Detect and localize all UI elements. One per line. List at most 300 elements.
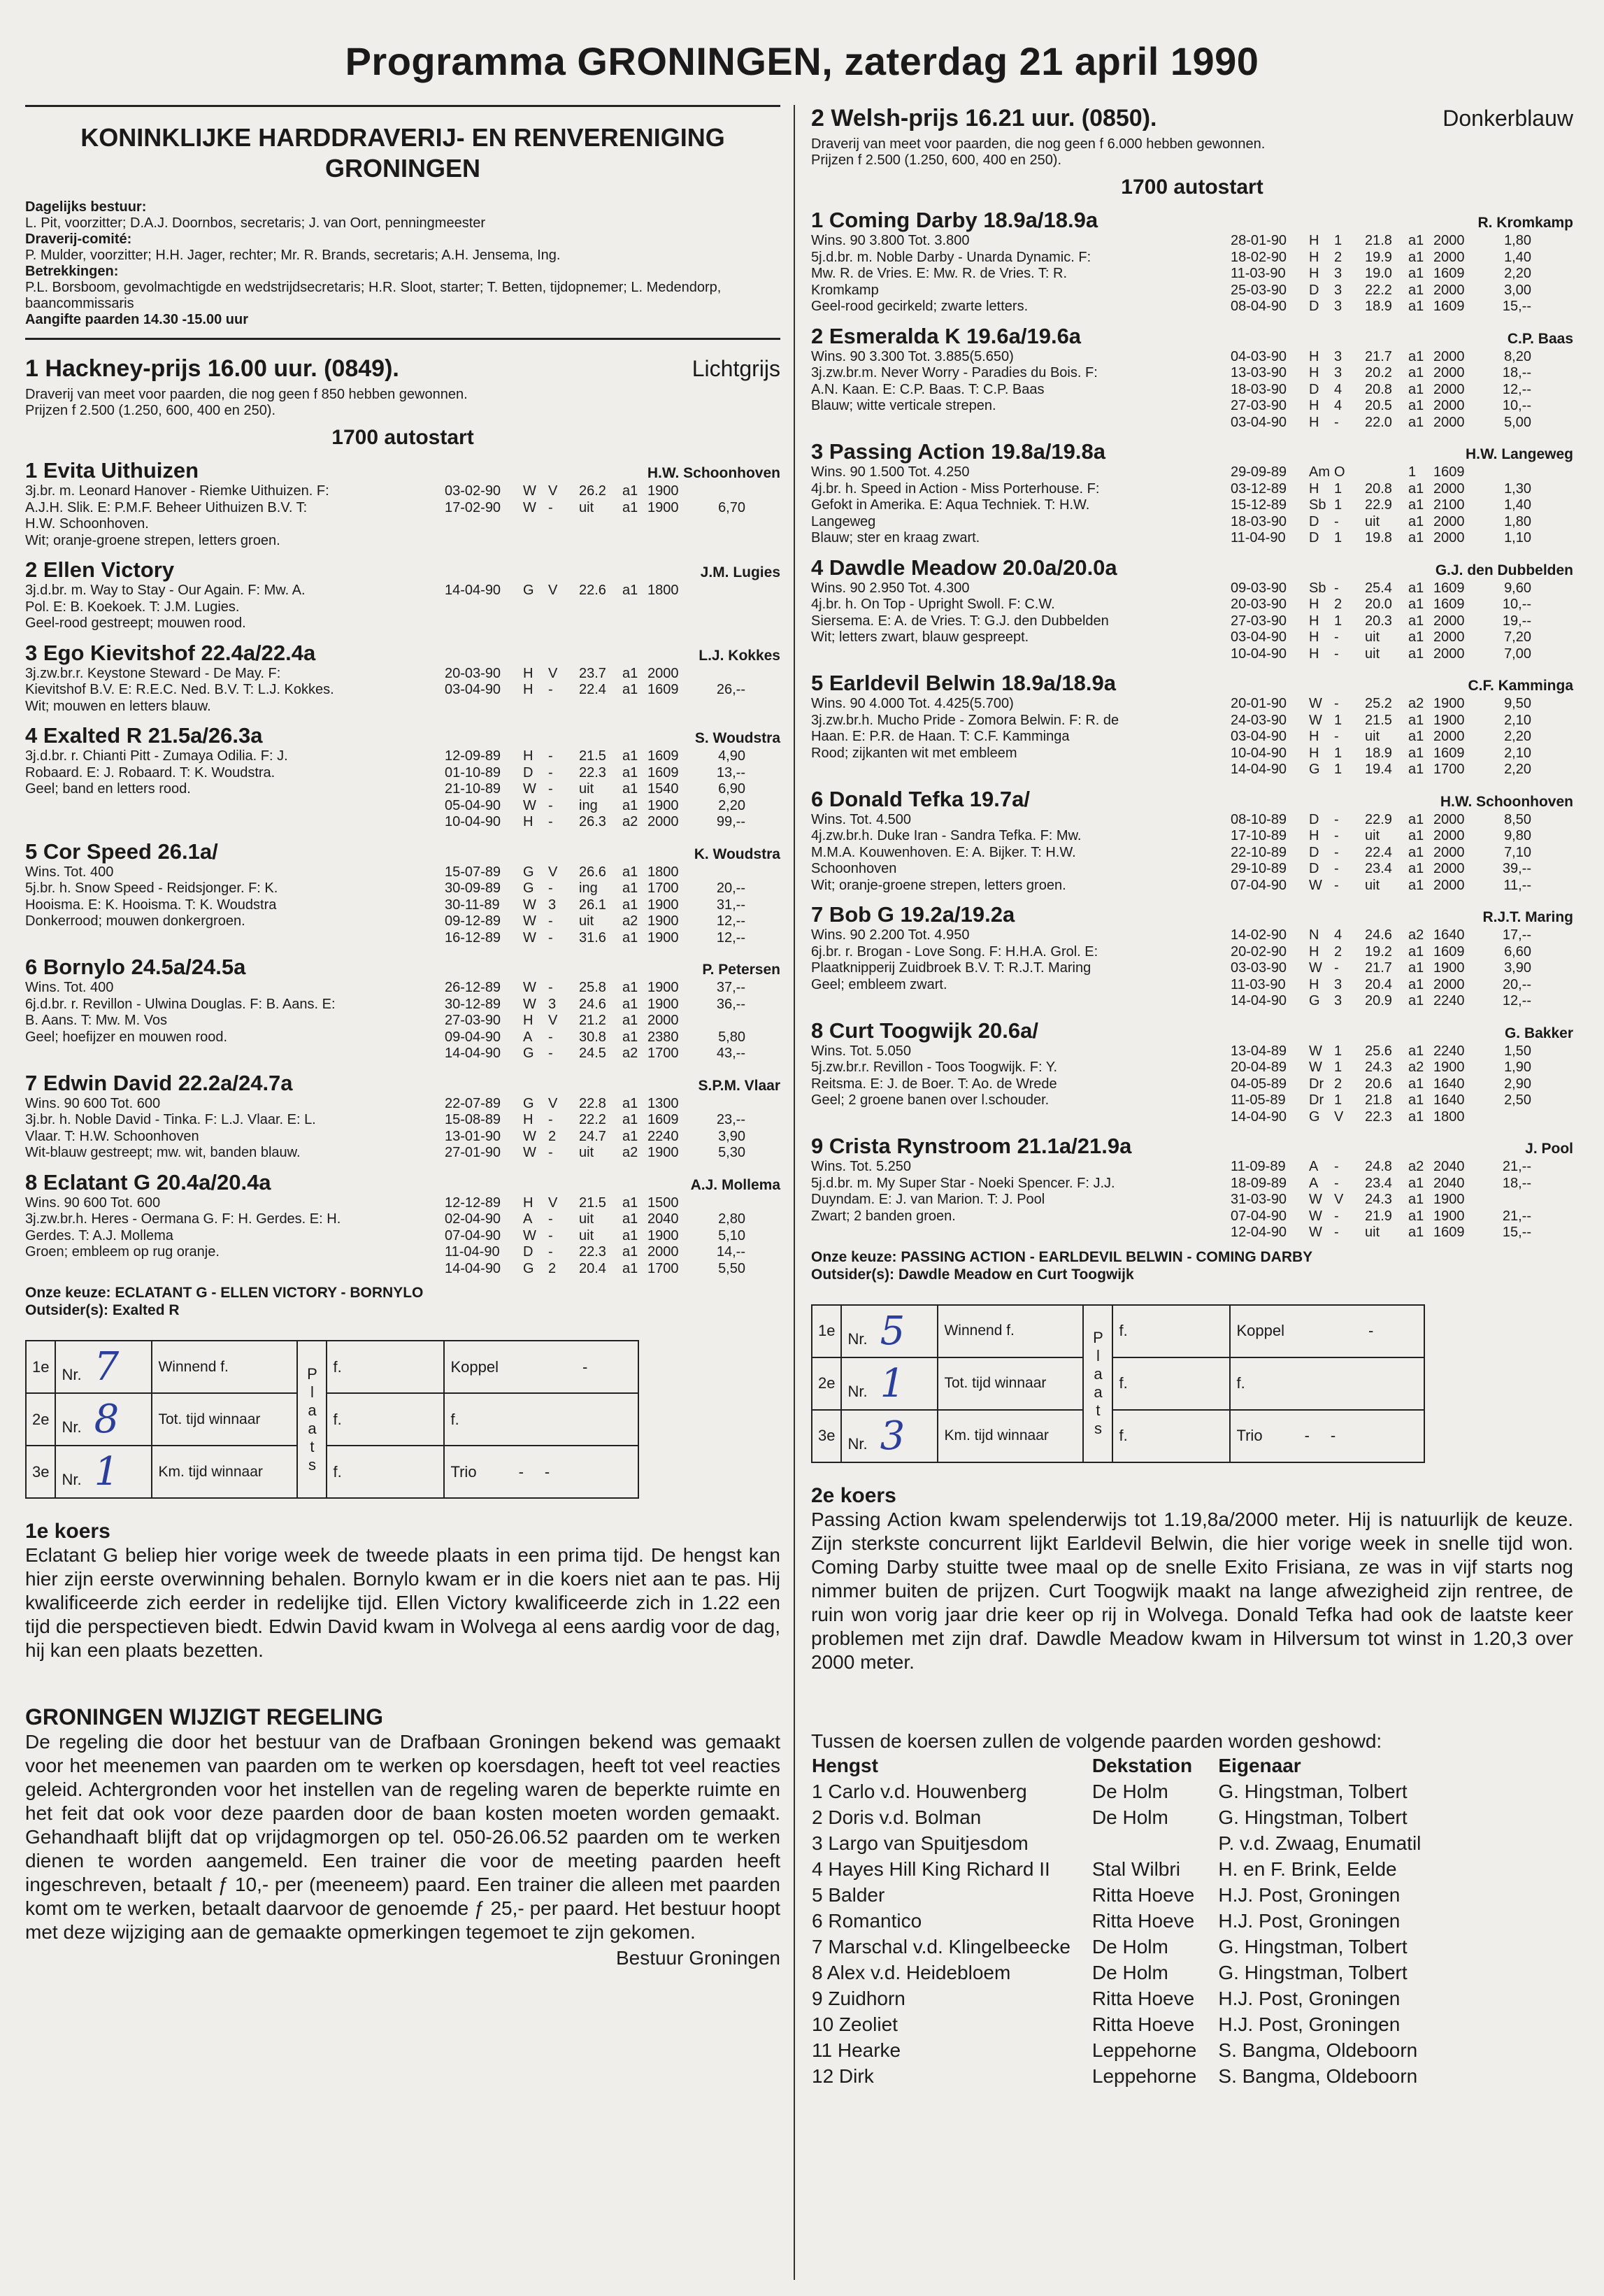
result-cell: 1 (1334, 497, 1342, 513)
result-cell: a1 (1408, 480, 1424, 497)
result-cell: 14-04-90 (445, 1046, 501, 1061)
result-cell: 17,-- (1502, 927, 1531, 943)
result-cell: a1 (622, 1128, 638, 1144)
result-cell: 1640 (1433, 1076, 1465, 1092)
result-cell: a2 (1408, 1060, 1424, 1075)
result-cell: 08-04-90 (1231, 299, 1287, 314)
horse-header (811, 555, 1573, 580)
horse-entry (811, 439, 1573, 547)
result-row (1231, 696, 1573, 713)
result-cell: G (523, 880, 534, 896)
result-cell: 03-04-90 (1231, 414, 1287, 430)
horse-header (25, 839, 780, 864)
result-cell: a1 (1408, 729, 1424, 744)
result-cell: 5,30 (718, 1145, 745, 1160)
horse-info (25, 483, 445, 549)
horse-name: 4 Dawdle Meadow 20.0a/20.0a (811, 555, 1117, 580)
result-cell: a1 (1408, 398, 1424, 413)
horse-body (25, 1096, 780, 1162)
show-cell: De Holm (1091, 1961, 1168, 1983)
result-row (445, 583, 780, 599)
result-cell: a1 (622, 1244, 638, 1260)
horse-results (445, 864, 780, 947)
bet-field (444, 1341, 638, 1393)
result-cell: W (523, 996, 536, 1012)
result-cell: 1700 (647, 1046, 679, 1061)
dash: - (518, 1462, 524, 1481)
horse-body (25, 666, 780, 715)
result-cell: a1 (1408, 597, 1424, 612)
result-cell: 15-07-89 (445, 864, 501, 880)
result-cell: 1900 (647, 1145, 679, 1160)
result-cell: W (523, 499, 536, 515)
payout-label: Winnend f. (152, 1341, 297, 1393)
result-cell: a1 (1408, 629, 1424, 645)
result-cell: 2,10 (1504, 712, 1531, 728)
horse-body (811, 349, 1573, 432)
horse-entry (811, 208, 1573, 315)
result-cell: 24.3 (1365, 1060, 1392, 1075)
result-cell: ing (579, 880, 598, 896)
show-cell: H.J. Post, Groningen (1218, 2013, 1401, 2035)
horse-info-line: 5j.d.br. m. My Super Star - Noeki Spencer. F: J.J. (811, 1175, 1115, 1191)
bet-field (444, 1446, 638, 1498)
horse-info-line: Wins. Tot. 400 (25, 864, 114, 880)
horse-info-line: Wit; mouwen en letters blauw. (25, 698, 211, 714)
result-cell: 2 (1334, 597, 1342, 612)
horse-results (445, 980, 780, 1062)
result-row (445, 1211, 780, 1228)
show-row (811, 1960, 1442, 1985)
result-cell: 2000 (647, 1013, 679, 1028)
result-cell: 25.6 (1365, 1043, 1392, 1059)
result-row (1231, 481, 1573, 498)
result-cell: 03-04-90 (1231, 729, 1287, 744)
left-column (25, 105, 780, 1969)
horse-trainer: K. Woudstra (694, 846, 780, 862)
horse-info-line: Zwart; 2 banden groen. (811, 1208, 956, 1224)
race-1 (25, 355, 780, 1662)
result-cell (696, 1195, 745, 1212)
result-cell: 30-09-89 (445, 880, 501, 896)
result-row (1231, 283, 1573, 299)
result-cell: 21.8 (1365, 1092, 1392, 1108)
result-cell: 1609 (647, 764, 679, 780)
result-cell: 22.0 (1365, 414, 1392, 430)
result-cell: 1900 (647, 499, 679, 515)
result-cell: 20-02-90 (1231, 943, 1287, 960)
show-table (811, 1753, 1442, 2089)
horse-info (811, 812, 1231, 894)
result-cell: a1 (1408, 365, 1424, 380)
result-cell: 1609 (1433, 597, 1465, 612)
result-cell: a1 (1408, 266, 1424, 281)
horse-body (811, 927, 1573, 1010)
nr-cell (55, 1393, 152, 1446)
amount-field: f. (327, 1393, 444, 1446)
result-cell: 24.8 (1365, 1159, 1392, 1174)
horse-info (811, 464, 1231, 547)
result-cell: 12,-- (1502, 993, 1531, 1008)
trio-label: Trio (450, 1462, 477, 1481)
payout-label: Km. tijd winnaar (152, 1446, 297, 1498)
horse-name: 8 Eclatant G 20.4a/20.4a (25, 1169, 271, 1195)
result-cell: 24.5 (579, 1046, 606, 1061)
result-cell: 1900 (1433, 960, 1465, 976)
result-cell: 03-04-90 (445, 682, 501, 697)
result-row (1231, 845, 1573, 862)
right-column (811, 105, 1573, 2089)
result-cell: 21.7 (1365, 960, 1392, 976)
horse-results (1231, 927, 1573, 1010)
nr-cell (55, 1446, 152, 1498)
horse-info-line: Wins. 90 1.500 Tot. 4.250 (811, 464, 970, 480)
horse-info-line: Geel; 2 groene banen over l.schouder. (811, 1092, 1050, 1108)
result-cell: a1 (1408, 762, 1424, 777)
result-cell: 14-04-90 (445, 1260, 501, 1276)
result-cell: - (1334, 1225, 1339, 1240)
result-cell: a1 (622, 1029, 638, 1045)
result-cell: 21.9 (1365, 1208, 1392, 1224)
result-cell: H (523, 748, 534, 764)
result-row (1231, 613, 1573, 630)
result-cell: 2000 (1433, 414, 1465, 430)
koers-text: Passing Action kwam spelenderwijs tot 1.19,8a/2000 meter. Hij is natuurlijk de keuze. Zijn sterkste concurrent lijkt Earldevil Belwin, die hier vorige week in snelle tijd won. Coming Darby stuitte twee maal op de snelle Exito Frisiana, ze was in vijf starts nog nimmer buiten de prijzen. Curt Toogwijk maakt na lange afwezigheid zijn rentree, de ruin won vorig jaar drie keer op rij in Wolvega. Donald Tefka had ook de laatste keer problemen met zijn draf. Dawdle Meadow kwam in Hilversum tot winst in 1.20,3 over 2000 meter. (811, 1508, 1573, 1673)
horse-info-line: Kromkamp (811, 282, 879, 298)
result-cell: 22.4 (1365, 844, 1392, 860)
result-cell: 02-04-90 (445, 1211, 501, 1227)
result-cell: H (523, 1112, 534, 1127)
result-cell: 1700 (647, 1260, 679, 1276)
result-cell: 1300 (647, 1095, 679, 1111)
our-choice (811, 1248, 1573, 1283)
horse-name: 4 Exalted R 21.5a/26.3a (25, 723, 263, 748)
result-cell (1482, 1192, 1531, 1208)
result-cell: 2 (1334, 943, 1342, 960)
result-grid (811, 1304, 1425, 1463)
result-cell: 2000 (1433, 530, 1465, 546)
result-cell: W (1309, 696, 1322, 711)
horse-trainer: H.W. Langeweg (1465, 446, 1573, 462)
result-row (1231, 878, 1573, 894)
horse-header (811, 208, 1573, 233)
horse-info-line: 3j.d.br. r. Chianti Pitt - Zumaya Odilia. F: J. (25, 748, 288, 764)
result-cell: V (1334, 1108, 1344, 1125)
result-cell: 10,-- (1502, 597, 1531, 612)
result-cell: 20.9 (1365, 993, 1392, 1008)
result-row (445, 997, 780, 1013)
result-row (1231, 266, 1573, 283)
result-cell (1365, 464, 1408, 481)
result-cell: 1900 (1433, 712, 1465, 728)
horse-name: 7 Edwin David 22.2a/24.7a (25, 1070, 293, 1095)
result-cell: 23.4 (1365, 1175, 1392, 1191)
result-cell: 22.9 (1365, 497, 1392, 513)
result-cell (696, 1096, 745, 1113)
result-cell: a2 (1408, 696, 1424, 711)
result-cell: 1900 (647, 913, 679, 929)
result-cell: 21,-- (1502, 1159, 1531, 1174)
result-cell: V (548, 1013, 558, 1028)
show-cell: 5 Balder (812, 1883, 885, 1906)
plaats-letter: a (1094, 1383, 1103, 1401)
result-cell: O (1334, 464, 1345, 480)
horse-body (25, 864, 780, 947)
result-cell: W (1309, 1192, 1322, 1207)
result-cell: - (548, 1227, 553, 1243)
result-cell: 11-03-90 (1231, 976, 1286, 992)
show-row (811, 1882, 1442, 1908)
nr-label: Nr. (847, 1382, 868, 1400)
result-cell: 1 (1334, 613, 1342, 629)
horse-entry (25, 839, 780, 947)
result-cell: 21.8 (1365, 233, 1392, 248)
result-row (1231, 1225, 1573, 1241)
result-cell: 3 (1334, 365, 1342, 380)
horse-info-line: Geel; embleem zwart. (811, 976, 947, 992)
result-cell: a2 (622, 913, 638, 929)
result-cell: 30-11-89 (445, 897, 500, 913)
result-cell: 43,-- (716, 1046, 745, 1061)
result-cell: 1609 (1433, 745, 1465, 761)
result-cell: a1 (1408, 1076, 1424, 1092)
result-cell: 27-03-90 (445, 1013, 501, 1028)
result-cell: 03-04-90 (1231, 629, 1287, 645)
result-cell: 22.2 (579, 1112, 606, 1127)
show-row (811, 1985, 1442, 2011)
result-cell: 3 (548, 996, 557, 1012)
horse-info-line: Wins. 90 3.800 Tot. 3.800 (811, 233, 970, 248)
result-cell: H (523, 1195, 534, 1211)
result-cell: 10,-- (1502, 398, 1531, 413)
horse-info-line: Wit; oranje-groene strepen, letters groen. (25, 532, 280, 548)
horse-info-line: A.J.H. Slik. E: P.M.F. Beheer Uithuizen B.V. T: (25, 499, 308, 515)
payout-label: Tot. tijd winnaar (938, 1357, 1083, 1410)
horse-info (811, 1159, 1231, 1241)
place-cell: 3e (26, 1446, 55, 1498)
handwritten-number: 1 (94, 1449, 120, 1495)
result-cell: 1 (1334, 1092, 1342, 1108)
horse-info-line: 5j.zw.br.r. Revillon - Toos Toogwijk. F: Y. (811, 1060, 1058, 1075)
result-cell: 13-01-90 (445, 1128, 501, 1144)
result-cell: 14-02-90 (1231, 927, 1287, 943)
horse-entry (25, 955, 780, 1062)
result-cell: 21,-- (1502, 1208, 1531, 1224)
horse-header (25, 955, 780, 980)
result-row (1231, 365, 1573, 382)
result-row (445, 1145, 780, 1162)
result-cell: a1 (1408, 1092, 1424, 1108)
horse-info-line: Reitsma. E: J. de Boer. T: Ao. de Wrede (811, 1076, 1057, 1092)
result-row (445, 864, 780, 881)
result-cell: H (1309, 480, 1319, 497)
betrekkingen-label: Betrekkingen: (25, 264, 119, 279)
result-row (445, 930, 780, 947)
horse-info-line: Wit; oranje-groene strepen, letters groen. (811, 877, 1066, 893)
horse-trainer: C.F. Kamminga (1468, 678, 1573, 694)
race-distance: 1700 autostart (1121, 176, 1263, 199)
our-choice-text: Onze keuze: PASSING ACTION - EARLDEVIL BELWIN - COMING DARBY (811, 1248, 1313, 1265)
horse-entry (811, 555, 1573, 663)
result-cell: 1 (1334, 1060, 1342, 1075)
result-cell: W (523, 483, 536, 499)
result-cell: 2,50 (1504, 1092, 1531, 1108)
horse-info-line: 3j.zw.br.h. Mucho Pride - Zomora Belwin. F: R. de (811, 712, 1119, 728)
horse-info (811, 233, 1231, 315)
horse-header (811, 902, 1573, 927)
result-cell: H (523, 814, 534, 829)
result-cell: a1 (1408, 877, 1424, 893)
result-cell: - (1334, 811, 1339, 827)
result-cell (696, 666, 745, 683)
horse-name: 2 Esmeralda K 19.6a/19.6a (811, 323, 1082, 348)
result-cell: 20,-- (716, 880, 745, 896)
result-cell: a1 (1408, 745, 1424, 761)
horse-info-line: Wins. 90 600 Tot. 600 (25, 1095, 161, 1111)
horse-body (811, 696, 1573, 778)
result-cell: - (548, 913, 553, 929)
result-cell: a2 (622, 1145, 638, 1160)
horse-results (445, 748, 780, 831)
horse-results (1231, 812, 1573, 894)
result-cell: - (548, 499, 553, 515)
show-row (811, 1804, 1442, 1830)
result-cell: 24-03-90 (1231, 712, 1287, 728)
horse-info (811, 580, 1231, 663)
result-cell: 2380 (647, 1029, 679, 1045)
result-row (445, 913, 780, 930)
result-row (1231, 729, 1573, 746)
result-cell: a1 (1408, 1043, 1424, 1059)
horse-entry (811, 787, 1573, 894)
result-cell: a1 (1408, 1108, 1424, 1125)
result-cell: 1,10 (1504, 530, 1531, 546)
result-cell: 20.8 (1365, 480, 1392, 497)
show-cell: De Holm (1091, 1806, 1168, 1828)
result-cell: 4,90 (718, 748, 745, 764)
show-cell: Ritta Hoeve (1091, 1987, 1195, 2009)
result-cell: 2,80 (718, 1211, 745, 1227)
result-cell: 15-12-89 (1231, 497, 1287, 513)
result-cell (1482, 1109, 1531, 1126)
horse-header (811, 671, 1573, 696)
result-row (1231, 1092, 1573, 1109)
horse-name: 2 Ellen Victory (25, 557, 175, 582)
result-row (1231, 597, 1573, 613)
result-cell: 1900 (647, 797, 679, 813)
horse-entry (811, 671, 1573, 778)
result-cell: 23,-- (716, 1112, 745, 1127)
show-cell: 3 Largo van Spuitjesdom (812, 1832, 1029, 1854)
column-divider (794, 105, 795, 2280)
result-cell: W (523, 980, 536, 995)
result-cell: - (548, 1211, 553, 1227)
result-cell: uit (1365, 629, 1380, 645)
result-cell: 28-01-90 (1231, 233, 1287, 248)
horse-entry (25, 1071, 780, 1162)
result-cell: uit (579, 499, 594, 515)
result-cell: a1 (1408, 1225, 1424, 1240)
horse-info-line: Duyndam. E: J. van Marion. T: J. Pool (811, 1192, 1045, 1207)
result-cell: D (1309, 530, 1319, 546)
result-cell: - (1334, 877, 1339, 893)
result-cell: a1 (1408, 580, 1424, 596)
race-desc-line: Prijzen f 2.500 (1.250, 600, 400 en 250). (25, 403, 276, 418)
result-cell: W (523, 1128, 536, 1144)
result-cell: 36,-- (716, 996, 745, 1012)
payout-label: Km. tijd winnaar (938, 1410, 1083, 1462)
horse-info-line: Geel; band en letters rood. (25, 781, 191, 797)
place-cell: 1e (812, 1305, 841, 1357)
result-cell: 23.4 (1365, 861, 1392, 876)
result-cell: a1 (622, 797, 638, 813)
result-cell: 3,90 (718, 1128, 745, 1144)
show-cell: H.J. Post, Groningen (1218, 1909, 1401, 1932)
result-cell: a1 (1408, 646, 1424, 662)
result-cell: uit (1365, 646, 1380, 662)
result-cell: a1 (622, 864, 638, 880)
show-cell: De Holm (1091, 1935, 1168, 1958)
result-cell: a2 (1408, 1159, 1424, 1174)
koers-title: 2e koers (811, 1483, 896, 1507)
result-row (1231, 464, 1573, 481)
race-title: 1 Hackney-prijs 16.00 uur. (0849). (25, 355, 399, 382)
result-cell: G (1309, 762, 1320, 777)
result-cell: W (1309, 1043, 1322, 1059)
result-cell: G (1309, 993, 1320, 1008)
result-cell: 05-04-90 (445, 797, 501, 813)
result-cell: 2000 (1433, 249, 1465, 265)
result-cell: 3 (1334, 348, 1342, 364)
horse-header (25, 723, 780, 748)
result-grid-row (812, 1305, 1424, 1357)
nr-cell (841, 1305, 938, 1357)
horse-trainer: A.J. Mollema (690, 1176, 780, 1193)
dagelijks-text: L. Pit, voorzitter; D.A.J. Doornbos, secretaris; J. van Oort, penningmeester (25, 215, 486, 231)
nr-label: Nr. (62, 1471, 82, 1488)
result-cell: 2000 (1433, 976, 1465, 992)
horse-trainer: S. Woudstra (694, 730, 780, 746)
place-cell: 3e (812, 1410, 841, 1462)
result-cell: 4 (1334, 927, 1342, 943)
result-cell: 1900 (647, 897, 679, 913)
result-cell: 1 (1334, 530, 1342, 546)
result-cell: 1 (1334, 745, 1342, 761)
result-cell: 03-02-90 (445, 483, 501, 499)
result-row (1231, 382, 1573, 399)
result-cell: 07-04-90 (445, 1227, 501, 1243)
result-row (1231, 1060, 1573, 1076)
result-cell: 03-03-90 (1231, 960, 1287, 976)
horse-info (25, 583, 445, 632)
result-cell: 37,-- (716, 980, 745, 995)
place-cell: 2e (26, 1393, 55, 1446)
result-cell: D (1309, 381, 1319, 397)
horse-info-line: 3j.zw.br.h. Heres - Oermana G. F: H. Gerdes. E: H. (25, 1211, 341, 1227)
comite-text: P. Mulder, voorzitter; H.H. Jager, rechter; Mr. R. Brands, secretaris; A.H. Jensema, Ing. (25, 248, 561, 263)
result-row (445, 814, 780, 831)
result-cell: - (1334, 1175, 1339, 1191)
horse-info-line: Wins. 90 2.950 Tot. 4.300 (811, 580, 970, 596)
horse-info-line: B. Aans. T: Mw. M. Vos (25, 1013, 168, 1028)
result-cell: 1609 (1433, 580, 1465, 596)
result-cell: 15,-- (1502, 1225, 1531, 1240)
show-cell: Leppehorne (1091, 2039, 1197, 2061)
result-cell: 04-05-89 (1231, 1076, 1287, 1092)
result-cell: 14,-- (716, 1244, 745, 1260)
result-cell (696, 583, 745, 599)
result-cell: 11-04-90 (445, 1244, 500, 1260)
